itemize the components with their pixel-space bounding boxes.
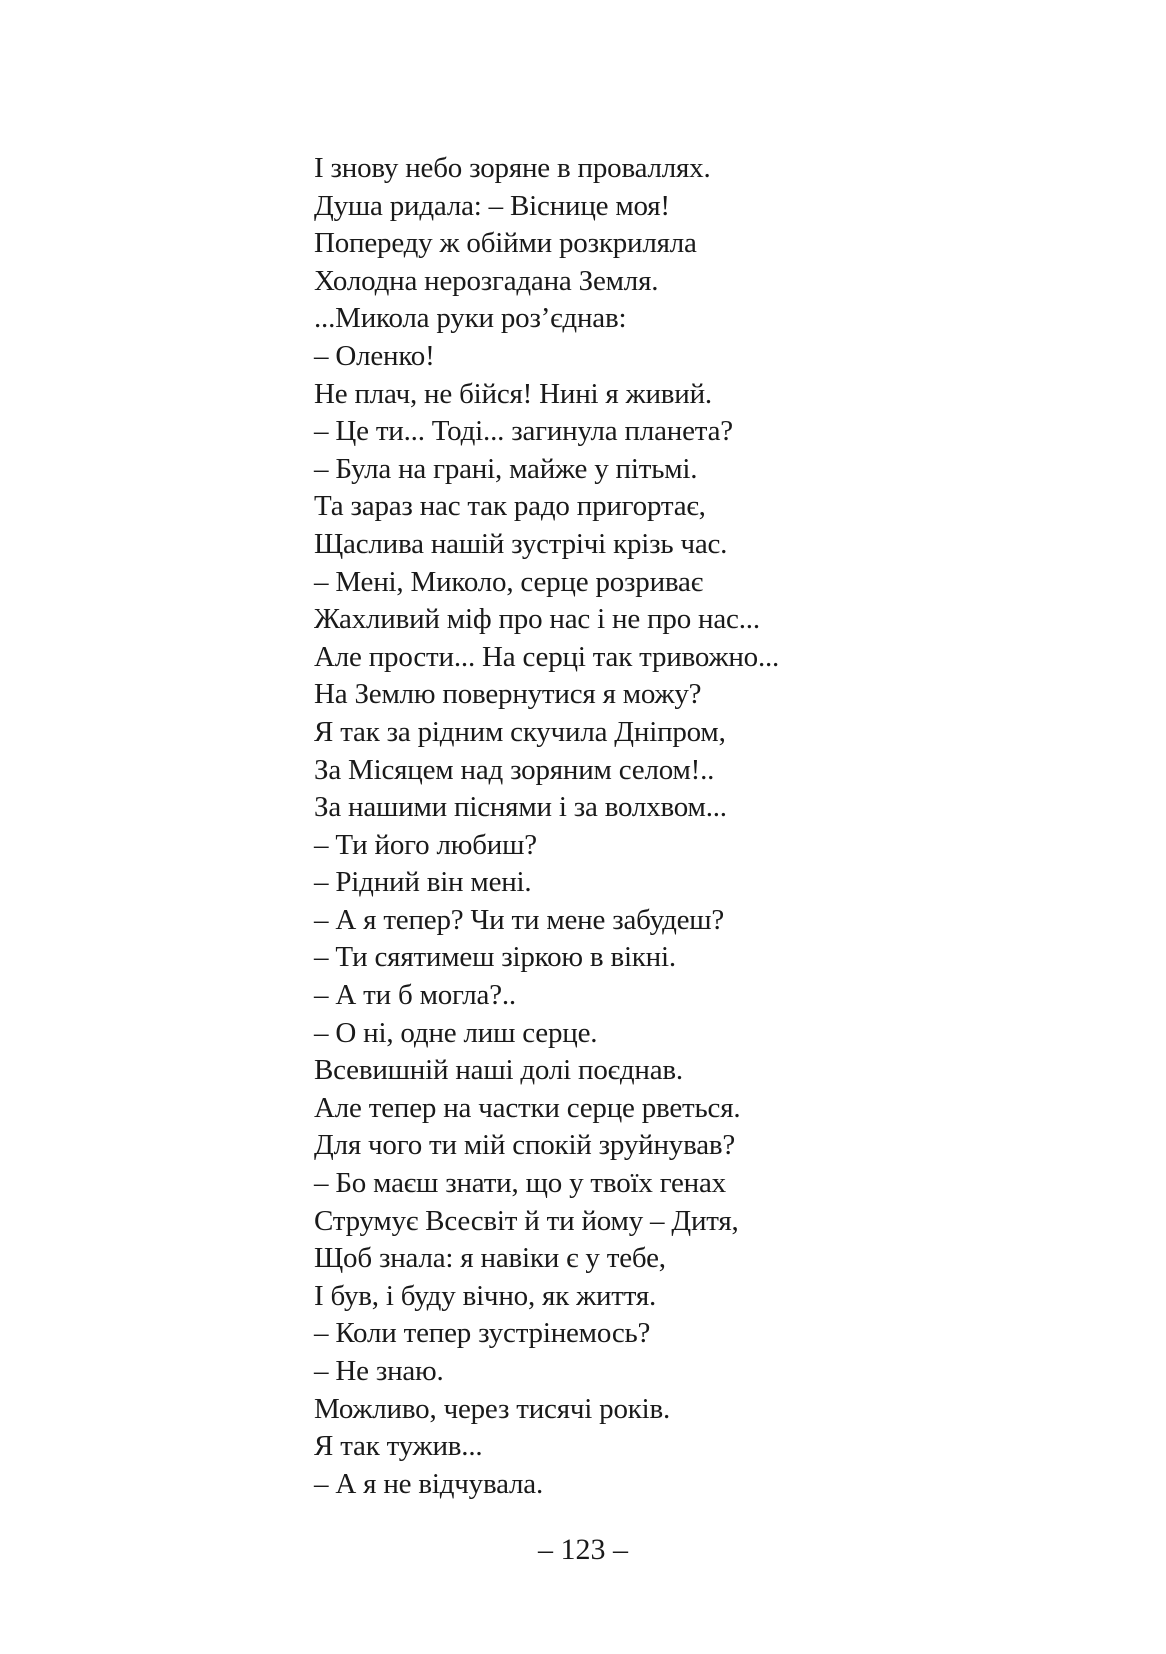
poem-line: Душа ридала: – Віснице моя! xyxy=(314,189,670,222)
poem-line: Струмує Всесвіт й ти йому – Дитя, xyxy=(314,1204,739,1237)
poem-line: Всевишній наші долі поєднав. xyxy=(314,1054,683,1087)
poem-line: – Рідний він мені. xyxy=(314,866,532,899)
poem-line: За нашими піснями і за волхвом... xyxy=(314,791,727,824)
poem-line: ...Микола руки роз’єднав: xyxy=(314,302,627,335)
poem-line: Можливо, через тисячі років. xyxy=(314,1392,671,1425)
poem-line: – Мені, Миколо, серце розриває xyxy=(314,565,703,598)
poem-line: – А я тепер? Чи ти мене забудеш? xyxy=(314,903,725,936)
poem-line: Щаслива нашій зустрічі крізь час. xyxy=(314,527,728,560)
poem-line: – Ти сяятимеш зіркою в вікні. xyxy=(314,941,676,974)
poem-line: – Бо маєш знати, що у твоїх генах xyxy=(314,1167,726,1200)
page-number: – 123 – xyxy=(538,1533,628,1566)
poem-line: Не плач, не бійся! Нині я живий. xyxy=(314,377,712,410)
poem-line: І знову небо зоряне в проваллях. xyxy=(314,152,711,184)
poem-line: – Оленко! xyxy=(314,339,435,372)
poem-line: Але прости... На серці так тривожно... xyxy=(314,640,780,673)
poem-line: Для чого ти мій спокій зруйнував? xyxy=(314,1129,736,1162)
poem-line: Жахливий міф про нас і не про нас... xyxy=(314,603,760,636)
poem-line: – А ти б могла?.. xyxy=(314,979,516,1012)
poem-line: – А я не відчувала. xyxy=(314,1467,543,1500)
poem-line: Але тепер на частки серце рветься. xyxy=(314,1091,741,1124)
poem-line: – Ти його любиш? xyxy=(314,828,537,861)
poem-line: – Це ти... Тоді... загинула планета? xyxy=(314,415,733,448)
poem-line: Я так за рідним скучила Дніпром, xyxy=(314,715,726,748)
poem-line: – О ні, одне лиш серце. xyxy=(314,1016,598,1049)
poem-line: За Місяцем над зоряним селом!.. xyxy=(314,753,715,786)
poem-line: Попереду ж обійми розкриляла xyxy=(314,227,697,260)
poem-line: Холодна нерозгадана Земля. xyxy=(314,264,659,297)
poem-text xyxy=(314,150,1114,1503)
poem-line: – Не знаю. xyxy=(314,1355,444,1387)
poem-line: – Була на грані, майже у пітьмі. xyxy=(314,452,698,485)
poem-line: І був, і буду вічно, як життя. xyxy=(314,1279,657,1312)
poem-line: Щоб знала: я навіки є у тебе, xyxy=(314,1242,666,1275)
poem-line: На Землю повернутися я можу? xyxy=(314,678,702,711)
poem-line: Я так тужив... xyxy=(314,1430,483,1463)
poem-line: Та зараз нас так радо пригортає, xyxy=(314,490,706,523)
poem-line: – Коли тепер зустрінемось? xyxy=(314,1317,651,1350)
